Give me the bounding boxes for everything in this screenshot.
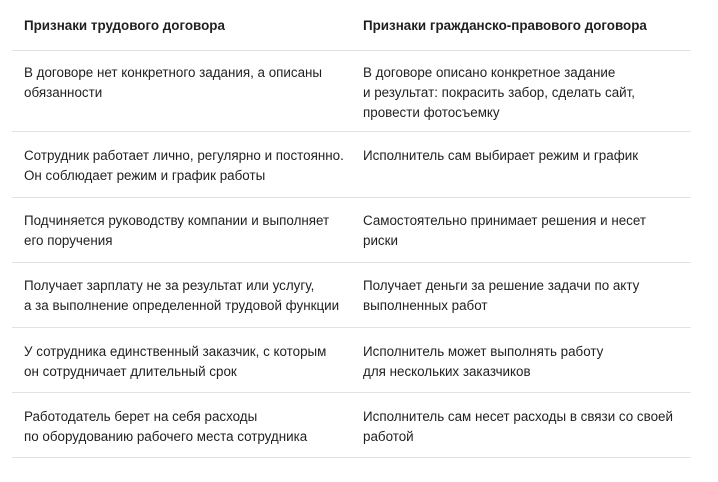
- table-row: [12, 51, 691, 132]
- civil-cell: В договоре описано конкретное задание и результат: покрасить забор, сделать сайт, провести фотосъемку: [363, 65, 635, 120]
- civil-cell: Исполнитель сам выбирает режим и график: [363, 148, 639, 163]
- civil-cell: Исполнитель сам несет расходы в связи со своей работой: [363, 409, 673, 444]
- civil-cell: Самостоятельно принимает решения и несет риски: [363, 213, 647, 248]
- labor-cell: Подчиняется руководству компании и выполняет его поручения: [24, 213, 330, 248]
- labor-cell: У сотрудника единственный заказчик, с которым он сотрудничает длительный срок: [24, 344, 327, 379]
- table-row: [12, 393, 691, 458]
- labor-cell: Сотрудник работает лично, регулярно и постоянно. Он соблюдает режим и график работы: [24, 148, 344, 183]
- labor-cell: В договоре нет конкретного задания, а описаны обязанности: [24, 65, 323, 100]
- civil-cell: Получает деньги за решение задачи по акту выполненных работ: [363, 278, 640, 313]
- civil-cell: Исполнитель может выполнять работу для нескольких заказчиков: [363, 344, 604, 379]
- table-row: [12, 263, 691, 328]
- labor-cell: Получает зарплату не за результат или услугу, а за выполнение определенной трудовой функции: [24, 278, 340, 313]
- table-row: [12, 198, 691, 263]
- labor-cell: Работодатель берет на себя расходы по оборудованию рабочего места сотрудника: [24, 409, 308, 444]
- header-labor-contract: Признаки трудового договора: [24, 18, 225, 33]
- header-civil-contract: Признаки гражданско-правового договора: [363, 18, 647, 33]
- table-header-row: [12, 0, 691, 51]
- table-row: [12, 132, 691, 198]
- comparison-table: [12, 0, 691, 458]
- table-row: [12, 328, 691, 393]
